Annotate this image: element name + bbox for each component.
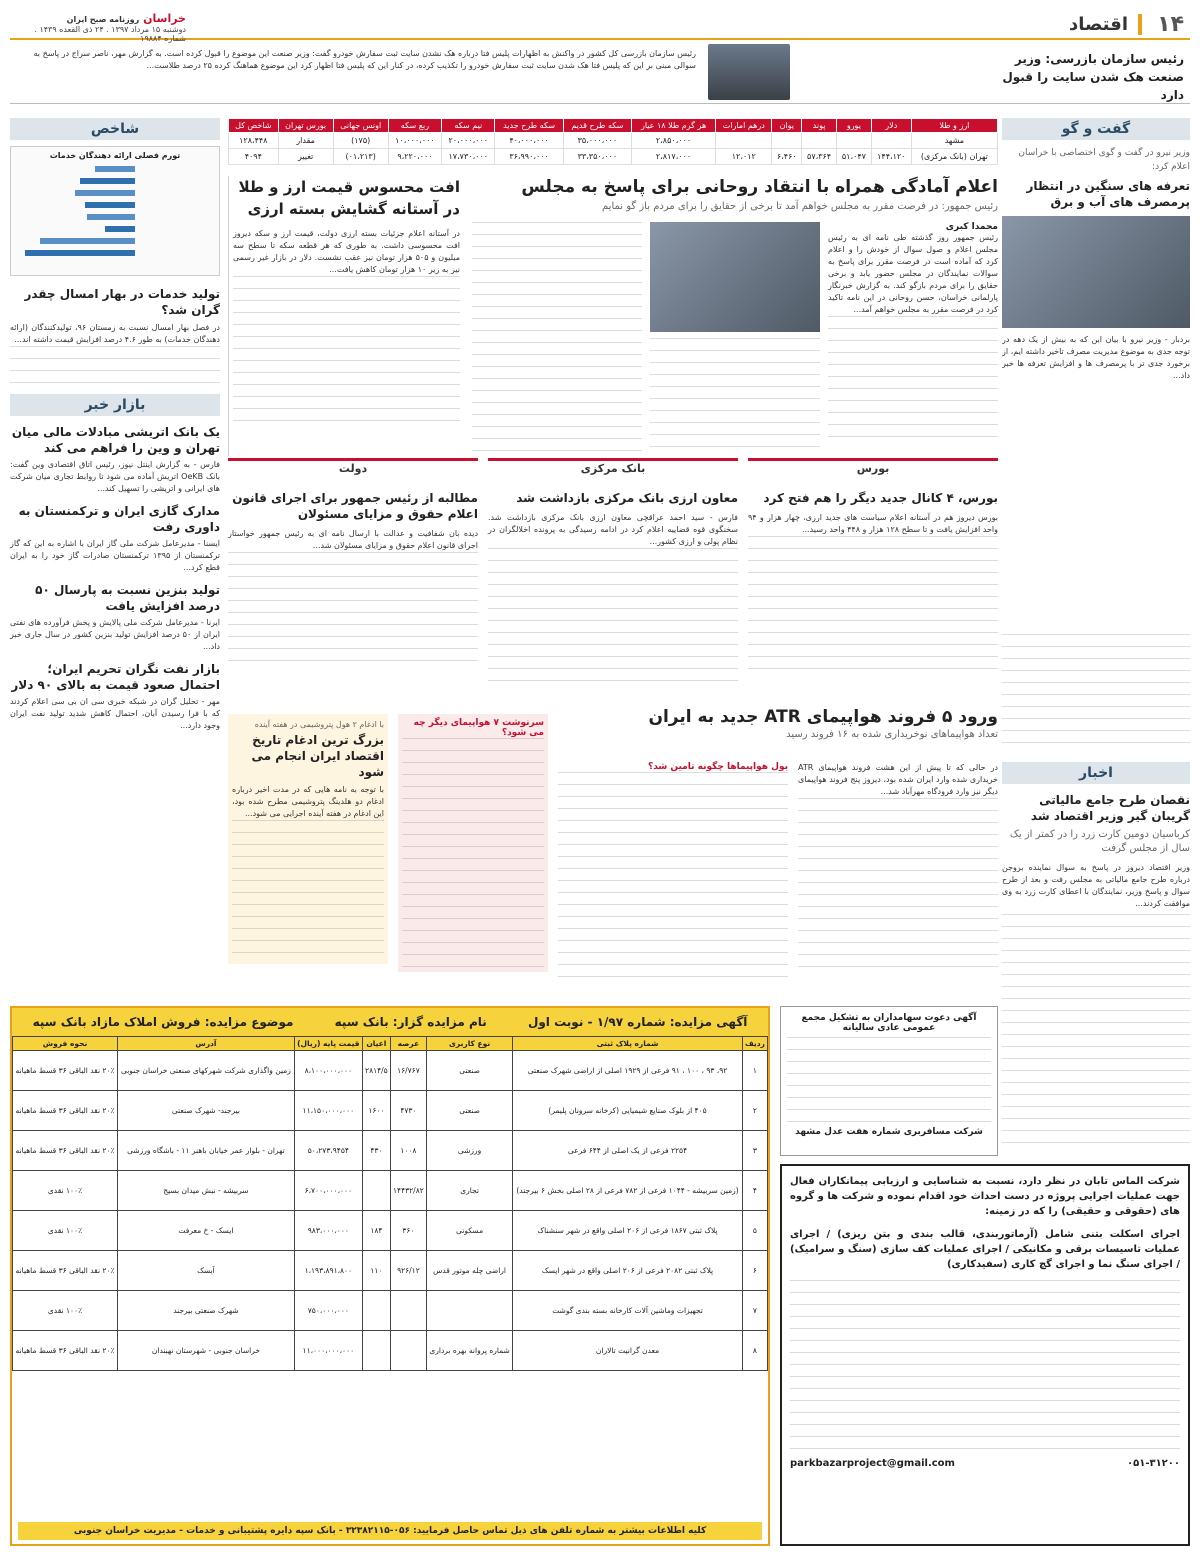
auction-cell bbox=[426, 1291, 512, 1331]
auction-cell: ایسک - خ معرفت bbox=[118, 1211, 295, 1251]
market-news-list bbox=[10, 424, 220, 732]
services-body: در فصل بهار امسال نسبت به زمستان ۹۶، تولیدکنندگان (ارائه دهندگان خدمات) به طور ۴.۶ درصد افزایش قیمت داشته اند... bbox=[10, 323, 220, 344]
minister-photo bbox=[1002, 216, 1190, 328]
market-row bbox=[229, 133, 998, 149]
market-cell: ۵۷،۳۶۴ bbox=[802, 149, 837, 165]
auction-cell: ۱۰۰٪ نقدی bbox=[13, 1291, 118, 1331]
auction-cell: ۲۰٪ نقد الباقی ۳۶ قسط ماهیانه bbox=[13, 1331, 118, 1371]
auction-cell: ۱۸۴ bbox=[362, 1211, 390, 1251]
almas-text bbox=[790, 1280, 1180, 1450]
gold-body-continued bbox=[233, 276, 460, 426]
auction-cell: ۱۶/۷۶۷ bbox=[390, 1051, 426, 1091]
lead-col3-text bbox=[472, 222, 642, 458]
market-news-body: ایسنا - مدیرعامل شرکت ملی گاز ایران با اشاره به این که گاز ترکمنستان از ۱۳۹۵ ترکمنستان صادرات گاز خود را به ایران قطع کرد... bbox=[10, 539, 221, 572]
news-body: وزیر اقتصاد دیروز در پاسخ به سوال نماینده بروجن درباره طرح جامع مالیاتی به مجلس رفت و بعد از طرح سوال و پاسخ وزیر، نمایندگان با اعطای کارت زرد به وی موافقت کردند... bbox=[1002, 863, 1190, 908]
auction-footer: کلیه اطلاعات بیشتر به شماره تلفن های ذیل تماس حاصل فرمایید: ۰۵۶-۳۲۳۸۲۱۱۵ - بانک سپه دایره پشتیبانی و خدمات - مدیریت خراسان جنوبی bbox=[18, 1522, 762, 1540]
market-cell: ۴۰،۰۰۰،۰۰۰ bbox=[495, 133, 563, 149]
inflation-chart bbox=[10, 146, 220, 276]
market-cell: ۲۰،۰۰۰،۰۰۰ bbox=[442, 133, 495, 149]
top-story bbox=[10, 44, 1190, 104]
auction-cell: ۶،۷۰۰،۰۰۰،۰۰۰ bbox=[294, 1171, 362, 1211]
market-news-body: مهر - تحلیل گران در شبکه خبری سی ان بی سی اعلام کردند که با فرا رسیدن آبان، احتمال کاهش شدید تولید نفت ایران وجود دارد... bbox=[10, 697, 220, 730]
assembly-company: شرکت مسافربری شماره هفت عدل مشهد bbox=[795, 1127, 983, 1137]
market-col-header: شاخص کل bbox=[229, 119, 279, 133]
auction-cell: ۵۰،۲۷۳،۹۴۵۴ bbox=[294, 1131, 362, 1171]
atr-headline[interactable]: ورود ۵ فروند هواپیمای ATR جدید به ایران bbox=[648, 707, 998, 727]
auction-row bbox=[13, 1211, 768, 1251]
paper-logo bbox=[16, 12, 186, 43]
auction-cell bbox=[362, 1331, 390, 1371]
atr-body-continued bbox=[798, 798, 998, 978]
market-cell: ۴۰۹۴ bbox=[229, 149, 279, 165]
top-story-photo bbox=[708, 44, 790, 100]
government-tag: دولت bbox=[228, 458, 478, 476]
atr-box1-title: بول هواپیماها چگونه تامین شد؟ bbox=[648, 762, 788, 772]
auction-cell: ۷۵۰،۰۰۰،۰۰۰ bbox=[294, 1291, 362, 1331]
auction-cell: ۲۰٪ نقد الباقی ۳۶ قسط ماهیانه bbox=[13, 1131, 118, 1171]
auction-row bbox=[13, 1091, 768, 1131]
market-col-header: پوند bbox=[802, 119, 837, 133]
chart-bar bbox=[95, 166, 135, 172]
auction-col-header: نحوه فروش bbox=[13, 1037, 118, 1051]
market-cell: (۱۷۵) bbox=[333, 133, 388, 149]
auction-row bbox=[13, 1251, 768, 1291]
market-col-header: هر گرم طلا ۱۸ عیار bbox=[632, 119, 716, 133]
central-bank-tag: بانک مرکزی bbox=[488, 458, 738, 476]
market-cell: مقدار bbox=[278, 133, 333, 149]
lead-body-continued bbox=[828, 316, 998, 446]
bourse-tag: بورس bbox=[748, 458, 998, 476]
lead-story bbox=[470, 176, 998, 456]
auction-row bbox=[13, 1331, 768, 1371]
dialog-body-continued bbox=[1002, 634, 1190, 754]
auction-cell: ۱،۱۹۳،۸۹۱،۸۰۰ bbox=[294, 1251, 362, 1291]
gold-headline[interactable]: افت محسوس قیمت ارز و طلا در آستانه گشایش بسته ارزی bbox=[238, 178, 460, 218]
atr-subhead: تعداد هواپیماهای نوخریداری شده به ۱۶ فروند رسید bbox=[786, 729, 998, 740]
government-body: دیده بان شفافیت و عدالت با ارسال نامه ای به رئیس جمهور خواستار اجرای قانون اعلام حقوق و مزایای مسئولان شد... bbox=[228, 529, 478, 550]
market-table bbox=[228, 118, 998, 165]
auction-cell: ۷ bbox=[742, 1291, 767, 1331]
atr-box2-title: سرنوشت ۷ هواپیمای دیگر چه می شود؟ bbox=[413, 718, 544, 738]
market-col-header: سکه طرح قدیم bbox=[563, 119, 631, 133]
almas-phone: ۰۵۱-۳۱۲۰۰ bbox=[1127, 1458, 1180, 1469]
auction-table bbox=[12, 1036, 768, 1371]
auction-cell: ۸ bbox=[742, 1331, 767, 1371]
atr-box1-text bbox=[558, 772, 788, 982]
market-col-header: ربع سکه bbox=[388, 119, 441, 133]
market-news-headline[interactable]: تولید بنزین نسبت به پارسال ۵۰ درصد افزایش یافت bbox=[35, 583, 220, 613]
market-cell: ۵۱،۰۴۷ bbox=[836, 149, 871, 165]
market-cell: ۱۰،۰۰۰،۰۰۰ bbox=[388, 133, 441, 149]
market-cell: ۱۴۴،۱۲۰ bbox=[871, 149, 911, 165]
auction-title-main: آگهی مزایده: شماره ۱/۹۷ - نوبت اول bbox=[527, 1015, 748, 1029]
almas-body: اجرای اسکلت بتنی شامل (آرماتوربندی، قالب بندی و بتن ریزی) / اجرای عملیات تاسیسات برقی و مکانیکی / اجرای عملیات کف سازی (سنگ و سرامیک) / اجرای سنگ نما و اجرای گچ کاری (سفیدکاری) bbox=[790, 1229, 1180, 1270]
auction-cell: ۱۱،۰۰۰،۰۰۰،۰۰۰ bbox=[294, 1331, 362, 1371]
top-story-headline[interactable]: رئیس سازمان بازرسی: وزیر صنعت هک شدن سایت را قبول دارد bbox=[1002, 52, 1184, 102]
almas-email[interactable]: parkbazarproject@gmail.com bbox=[790, 1458, 955, 1469]
market-cell bbox=[871, 133, 911, 149]
index-section-head: شاخص bbox=[10, 118, 220, 140]
market-col-header: یوان bbox=[772, 119, 802, 133]
bourse-column bbox=[748, 458, 998, 698]
auction-cell bbox=[390, 1291, 426, 1331]
market-cell: (۰۱،۲۱۳) bbox=[333, 149, 388, 165]
auction-cell: ۹۲۶/۱۲ bbox=[390, 1251, 426, 1291]
auction-cell: ۱۶۰۰ bbox=[362, 1091, 390, 1131]
auction-cell: شماره پروانه بهره برداری bbox=[426, 1331, 512, 1371]
government-body-continued bbox=[228, 552, 478, 672]
market-news-headline[interactable]: مدارک گازی ایران و ترکمنستان به داوری رفت bbox=[18, 504, 220, 534]
chart-bar bbox=[105, 226, 135, 232]
lead-byline: محمدا کبری bbox=[945, 222, 998, 232]
gold-body: در آستانه اعلام جزئیات بسته ارزی دولت، قیمت ارز و سکه دیروز افت محسوسی داشت. به طوری که هر قطعه سکه تا سطح سه میلیون و ۵۰۵ هزار تومان نیز عقب نشست. دلار در بازار غیر رسمی نیز به زیر ۱۰ هزار تومان کاهش یافت... bbox=[233, 229, 460, 274]
market-col-header: سکه طرح جدید bbox=[495, 119, 563, 133]
market-news-body: ایرنا - مدیرعامل شرکت ملی پالایش و پخش فرآورده های نفتی ایران از ۵۰ درصد افزایش تولید بنزین کشور در سال جاری خبر داد... bbox=[10, 618, 220, 651]
central-bank-headline[interactable]: معاون ارزی بانک مرکزی بازداشت شد bbox=[516, 491, 738, 505]
auction-cell: (زمین سربیشه - ۱۰۴۴ فرعی از ۷۸۲ فرعی از ۲۸ اصلی بخش ۶ بیرجند) bbox=[513, 1171, 743, 1211]
chart-title: تورم فصلی ارائه دهندگان خدمات bbox=[49, 151, 181, 160]
market-cell: ۱۲،۰۱۲ bbox=[716, 149, 772, 165]
chart-bar bbox=[85, 202, 135, 208]
auction-cell: ۳ bbox=[742, 1131, 767, 1171]
auction-cell: ۱۴۴۳۲/۸۲ bbox=[390, 1171, 426, 1211]
market-cell: تغییر bbox=[278, 149, 333, 165]
auction-cell: صنعتی bbox=[426, 1051, 512, 1091]
market-cell: مشهد bbox=[911, 133, 997, 149]
petro-body: با توجه به نامه هایی که در مدت اخیر درباره ادغام دو هلدینگ پتروشیمی مطرح شده بود، این ادغام در هفته آینده اجرایی می شود... bbox=[232, 785, 384, 818]
services-headline[interactable]: تولید خدمات در بهار امسال چقدر گران شد؟ bbox=[24, 287, 220, 317]
petro-box bbox=[228, 714, 388, 964]
auction-cell: ۲۰٪ نقد الباقی ۳۶ قسط ماهیانه bbox=[13, 1251, 118, 1291]
market-col-header: درهم امارات bbox=[716, 119, 772, 133]
rouhani-photo bbox=[650, 222, 820, 332]
auction-cell: زمین واگذاری شرکت شهرکهای صنعتی خراسان جنوبی bbox=[118, 1051, 295, 1091]
petro-headline[interactable]: بزرگ ترین ادغام تاریخ اقتصاد ایران انجام می شود bbox=[251, 733, 384, 779]
market-news-headline[interactable]: بازار نفت نگران تحریم ایران؛ احتمال صعود قیمت به بالای ۹۰ دلار bbox=[11, 662, 220, 692]
atr-box2-text bbox=[402, 738, 544, 968]
auction-cell: آیسک bbox=[118, 1251, 295, 1291]
auction-cell: ۹۸۳،۰۰۰،۰۰۰ bbox=[294, 1211, 362, 1251]
market-cell: ۹،۲۲۰،۰۰۰ bbox=[388, 149, 441, 165]
chart-bar bbox=[80, 178, 135, 184]
masthead bbox=[10, 10, 1190, 43]
lead-body: رئیس جمهور روز گذشته طی نامه ای به رئیس مجلس اعلام و صول سوال از خودش را و اعلام کرد که آماده است در فرصت مقرر برای پاسخ به سوالات نمایندگان در مجلس حضور یابد و برخی حقایق را برای مردم بازگو کند. به گزارش خبرنگار پارلمانی خراسان، حسن روحانی در این نامه تاکید کرد در فرصت مقرر به مجلس خواهم آمد... bbox=[828, 233, 998, 314]
market-col-header: ارز و طلا bbox=[911, 119, 997, 133]
auction-cell: ۲ bbox=[742, 1091, 767, 1131]
market-cell: ۶،۴۶۰ bbox=[772, 149, 802, 165]
gold-story bbox=[228, 176, 460, 456]
market-cell: تهران (بانک مرکزی) bbox=[911, 149, 997, 165]
central-bank-body-continued bbox=[488, 548, 738, 688]
bourse-headline[interactable]: بورس، ۴ کانال جدید دیگر را هم فتح کرد bbox=[763, 491, 998, 505]
atr-story bbox=[228, 706, 998, 996]
auction-cell: ۴۳۰ bbox=[362, 1131, 390, 1171]
auction-cell: ۶ bbox=[742, 1251, 767, 1291]
chart-bar bbox=[75, 190, 135, 196]
auction-col-header: آدرس bbox=[118, 1037, 295, 1051]
right-sidebar bbox=[1002, 118, 1190, 1108]
news-subhead: کرباسیان دومین کارت زرد را در کمتر از یک سال از مجلس گرفت bbox=[1009, 829, 1190, 854]
market-cell bbox=[772, 133, 802, 149]
bourse-body-continued bbox=[748, 536, 998, 676]
auction-cell: ۱۰۰٪ نقدی bbox=[13, 1171, 118, 1211]
auction-cell: تجاری bbox=[426, 1171, 512, 1211]
atr-body: در حالی که تا پیش از این هشت فروند هواپیمای ATR خریداری شده وارد ایران شده بود، دیروز پنج فروند هواپیمای دیگر نیز وارد فرودگاه مهرآباد شد... bbox=[798, 763, 998, 796]
market-cell bbox=[836, 133, 871, 149]
auction-cell: صنعتی bbox=[426, 1091, 512, 1131]
news-headline[interactable]: نقصان طرح جامع مالیاتی گریبان گیر وزیر اقتصاد شد bbox=[1030, 793, 1190, 823]
date-line: دوشنبه ۱۵ مرداد ۱۳۹۷ . ۲۴ ذی القعده ۱۴۳۹ . شماره ۱۹۸۸۴ bbox=[34, 25, 186, 43]
auction-col-header: نوع کاربری bbox=[426, 1037, 512, 1051]
auction-cell: ۳۶۰ bbox=[390, 1211, 426, 1251]
lead-headline[interactable]: اعلام آمادگی همراه با انتقاد روحانی برای پاسخ به مجلس bbox=[521, 177, 998, 197]
market-col-header: بورس تهران bbox=[278, 119, 333, 133]
market-news-body: فارس - به گزارش اینتل نیوز، رئیس اتاق اقتصادی وین گفت: بانک OeKB اتریش آماده می شود تا روابط تجاری میان شرکت های ایرانی و اتریشی را تسهیل کند... bbox=[10, 460, 221, 493]
auction-cell: ۲۲۵۴ فرعی از یک اصلی از ۶۴۴ فرعی bbox=[513, 1131, 743, 1171]
auction-cell: ۲۰٪ نقد الباقی ۳۶ قسط ماهیانه bbox=[13, 1051, 118, 1091]
auction-col-header: عرصه bbox=[390, 1037, 426, 1051]
auction-cell bbox=[362, 1291, 390, 1331]
almas-ad bbox=[780, 1164, 1190, 1546]
market-cell: ۱۲۸،۴۴۸ bbox=[229, 133, 279, 149]
petro-kicker: با ادغام ۲ هول پتروشیمی در هفته آینده bbox=[254, 720, 384, 729]
market-cell: ۲،۸۱۷،۰۰۰ bbox=[632, 149, 716, 165]
auction-col-header: شماره پلاک ثبتی bbox=[513, 1037, 743, 1051]
auction-cell: ورزشی bbox=[426, 1131, 512, 1171]
market-cell: ۱۷،۷۳۰،۰۰۰ bbox=[442, 149, 495, 165]
auction-cell: اراضی چله موتور قدس bbox=[426, 1251, 512, 1291]
auction-cell: سربیشه - نبش میدان بسیج bbox=[118, 1171, 295, 1211]
news-body-continued bbox=[1002, 914, 1190, 1154]
chart-bar bbox=[40, 238, 135, 244]
petro-body-continued bbox=[232, 820, 384, 960]
auction-cell: ۱۱۰ bbox=[362, 1251, 390, 1291]
market-cell bbox=[802, 133, 837, 149]
auction-cell: ۴ bbox=[742, 1171, 767, 1211]
auction-cell: پلاک ثبتی ۱۸۶۷ فرعی از ۲۰۶ اصلی واقع در شهر سنشناک bbox=[513, 1211, 743, 1251]
auction-row bbox=[13, 1171, 768, 1211]
chart-bar bbox=[87, 214, 135, 220]
dialog-section-head: گفت و گو bbox=[1002, 118, 1190, 140]
lead-subhead: رئیس جمهور: در فرصت مقرر به مجلس خواهم آمد تا برخی از حقایق را برای مردم باز گو نمایم bbox=[602, 201, 998, 212]
lead-col2-text bbox=[650, 338, 820, 448]
auction-cell: بیرجند- شهرک صنعتی bbox=[118, 1091, 295, 1131]
auction-cell: ۹۲، ۹۳ ، ۱۰۰ ، ۹۱ فرعی از ۱۹۲۹ اصلی از اراضی شهرک صنعتی bbox=[513, 1051, 743, 1091]
top-story-body: رئیس سازمان بازرسی کل کشور در واکنش به اظهارات پلیس فتا درباره هک نشدن سایت ثبت سفارش خودرو گفت: وزیر صنعت این موضوع را قبول کرده است. به گزارش مهر، ناصر سراج در پاسخ به سوالی مبنی بر این که پلیس فتا هک شدن سایت ثبت سفارش خودرو را تکذیب کرده، در کنار این که پلیس فتا اظهار کرد این موضوع هماهنگ کرده ۲۵ درصد طلاست... bbox=[33, 49, 696, 70]
market-col-header: اونس جهانی bbox=[333, 119, 388, 133]
auction-cell: معدن گرانیت تالاران bbox=[513, 1331, 743, 1371]
auction-cell: خراسان جنوبی - شهرستان نهبندان bbox=[118, 1331, 295, 1371]
market-cell: ۲،۸۵۰،۰۰۰ bbox=[632, 133, 716, 149]
auction-cell: ۲۸۱۴/۵ bbox=[362, 1051, 390, 1091]
auction-cell: ۴۷۳۰ bbox=[390, 1091, 426, 1131]
auction-cell: شهرک صنعتی بیرجند bbox=[118, 1291, 295, 1331]
market-cell: ۳۵،۰۰۰،۰۰۰ bbox=[563, 133, 631, 149]
market-cell bbox=[716, 133, 772, 149]
dialog-body: بردبار - وزیر نیرو با بیان این که به بیش از یک دهه در توجه جدی به موضوع مدیریت مصرف تاخیر داشته ایم، از برخورد جدی تر با پرمصرف ها و افزایش تعرفه ها خبر داد... bbox=[1002, 335, 1190, 380]
auction-cell: مسکونی bbox=[426, 1211, 512, 1251]
services-body-continued bbox=[10, 346, 220, 386]
central-bank-body: فارس - سید احمد عراقچی معاون ارزی بانک مرکزی بازداشت شد. سخنگوی قوه قضاییه اعلام کرد در ادامه رسیدگی به پرونده اخلالگران در نظام پولی و ارزی کشور... bbox=[488, 513, 738, 546]
chart-svg bbox=[15, 160, 215, 270]
market-news-head: بازار خبر bbox=[10, 394, 220, 416]
left-sidebar bbox=[10, 118, 220, 998]
bourse-body: بورس دیروز هم در آستانه اعلام سیاست های جدید ارزی، چهار هزار و ۹۴ واحد افزایش یافت و تا سطح ۱۲۸ هزار و ۴۴۸ واحد رسید... bbox=[748, 513, 998, 534]
government-headline[interactable]: مطالبه از رئیس جمهور برای اجرای قانون اعلام حقوق و مزایای مسئولان bbox=[232, 491, 478, 521]
auction-cell: تجهیزات وماشین آلات کارخانه بسته بندی گوشت bbox=[513, 1291, 743, 1331]
auction-cell: ۴۰۵ از بلوک صنایع شیمیایی (کرخانه سرونان پلیمر) bbox=[513, 1091, 743, 1131]
dialog-headline[interactable]: تعرفه های سنگین در انتظار پرمصرف های آب و برق bbox=[1026, 179, 1190, 209]
central-bank-column bbox=[488, 458, 738, 698]
auction-cell bbox=[362, 1171, 390, 1211]
assembly-text bbox=[787, 1037, 991, 1127]
auction-title-subject: موضوع مزایده: فروش املاک مازاد بانک سپه bbox=[32, 1015, 294, 1029]
auction-cell: ۱۰۰٪ نقدی bbox=[13, 1211, 118, 1251]
market-col-header: یورو bbox=[836, 119, 871, 133]
dialog-kicker: وزیر نیرو در گفت و گوی اختصاصی با خراسان اعلام کرد: bbox=[1018, 148, 1190, 172]
page-number: ۱۴ bbox=[1157, 12, 1184, 37]
auction-col-header: اعیان bbox=[362, 1037, 390, 1051]
auction-col-header: ردیف bbox=[742, 1037, 767, 1051]
auction-cell: ۱ bbox=[742, 1051, 767, 1091]
auction-cell: ۱۱،۱۵۰،۰۰۰،۰۰۰ bbox=[294, 1091, 362, 1131]
paper-sub: روزنامه صبح ایران bbox=[66, 15, 140, 24]
auction-ad bbox=[10, 1006, 770, 1546]
auction-col-header: قیمت پایه (ریال) bbox=[294, 1037, 362, 1051]
section-title: اقتصاد bbox=[1069, 14, 1142, 35]
almas-title: شرکت الماس تابان در نظر دارد، نسبت به شناسایی و ارزیابی پیمانکاران فعال جهت عملیات اجرایی پروژه در دست احداث خود اقدام نموده و شرکت ها و گروه های (حقوقی و حقیقی) را که در زمینه: bbox=[790, 1176, 1180, 1217]
auction-title-owner: نام مزایده گزار: بانک سپه bbox=[334, 1015, 487, 1029]
auction-cell: ۱۰۰۸ bbox=[390, 1131, 426, 1171]
paper-name: خراسان bbox=[143, 12, 186, 25]
auction-cell bbox=[390, 1331, 426, 1371]
market-col-header: نیم سکه bbox=[442, 119, 495, 133]
market-news-headline[interactable]: یک بانک اتریشی مبادلات مالی میان تهران و وین را فراهم می کند bbox=[11, 425, 220, 455]
assembly-ad bbox=[780, 1006, 998, 1156]
chart-bar bbox=[25, 250, 135, 256]
auction-row bbox=[13, 1051, 768, 1091]
auction-row bbox=[13, 1131, 768, 1171]
government-column bbox=[228, 458, 478, 698]
market-cell: ۳۶،۹۹۰،۰۰۰ bbox=[495, 149, 563, 165]
market-row bbox=[229, 149, 998, 165]
auction-cell: ۲۰٪ نقد الباقی ۳۶ قسط ماهیانه bbox=[13, 1091, 118, 1131]
auction-row bbox=[13, 1291, 768, 1331]
market-col-header: دلار bbox=[871, 119, 911, 133]
news-section-head: اخبار bbox=[1002, 762, 1190, 784]
market-cell: ۳۳،۳۵۰،۰۰۰ bbox=[563, 149, 631, 165]
auction-cell: تهران - بلوار عمر خیابان باهنر ۱۱ - باشگاه ورزشی bbox=[118, 1131, 295, 1171]
auction-cell: پلاک ثبتی ۲۰۸۲ فرعی از ۲۰۶ اصلی واقع در شهر ایسک bbox=[513, 1251, 743, 1291]
assembly-title: آگهی دعوت سهامداران به تشکیل مجمع عمومی عادی سالیانه bbox=[801, 1013, 977, 1033]
auction-cell: ۵ bbox=[742, 1211, 767, 1251]
auction-cell: ۸،۱۰۰،۰۰۰،۰۰۰ bbox=[294, 1051, 362, 1091]
section-columns bbox=[228, 458, 998, 698]
